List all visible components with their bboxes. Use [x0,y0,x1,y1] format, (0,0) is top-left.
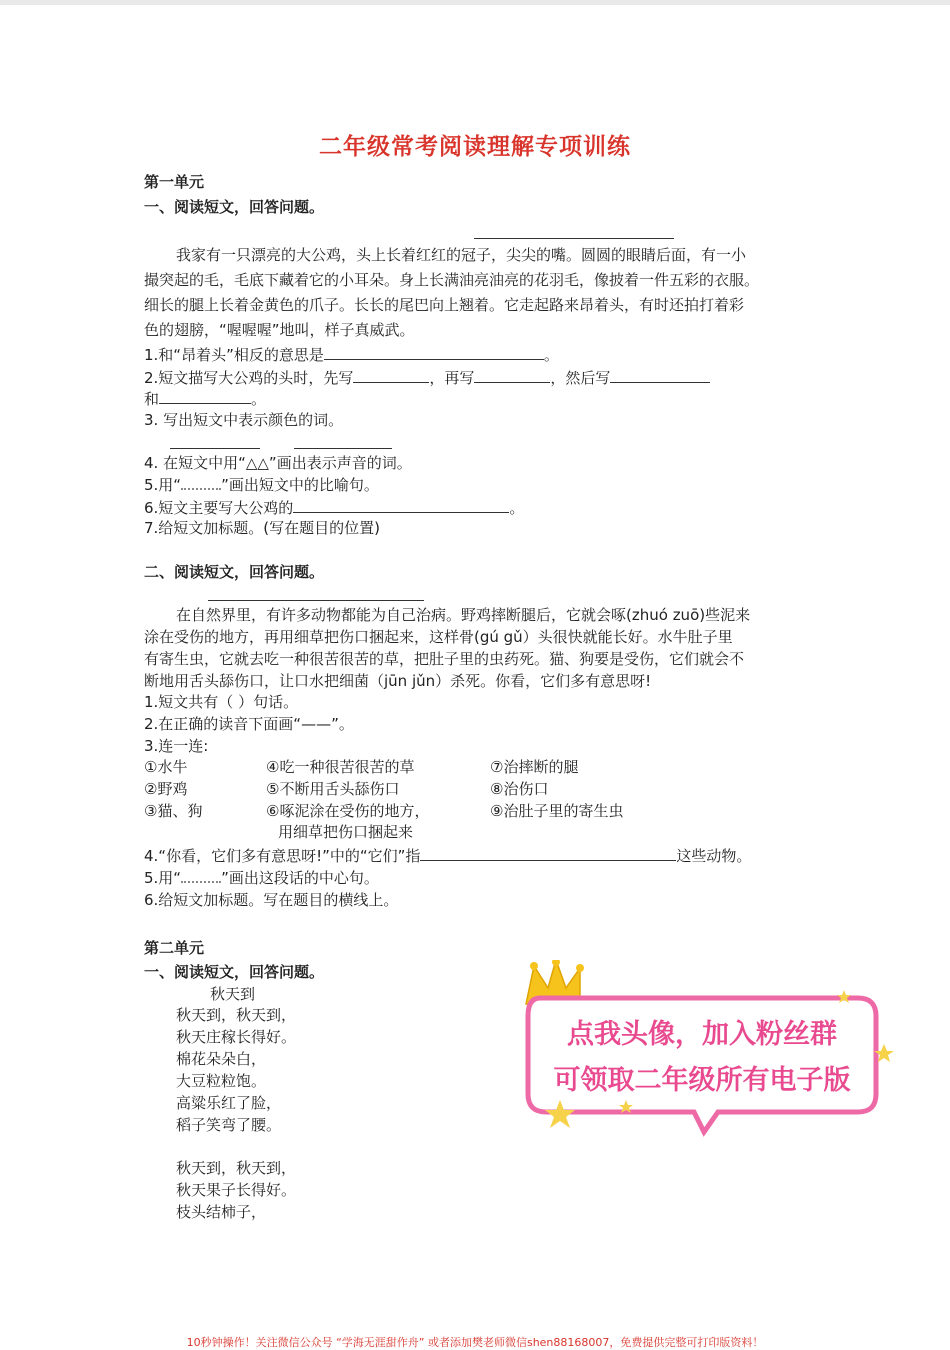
answer-blank[interactable] [324,344,544,360]
poem-line: 枝头结柿子， [176,1203,267,1221]
passage1-line: 细长的腿上长着金黄色的爪子。长长的尾巴向上翘着。它走起路来昂着头，有时还拍打着彩 [144,296,745,314]
title-blank-line[interactable] [208,600,424,601]
u1s2-question-5 [144,868,379,888]
passage2-line: 有寄生虫，它就去吃一种很苦很苦的草，把肚子里的虫药死。猫、狗要是受伤，它们就会不 [144,650,745,668]
u1s1-question-6 [144,497,524,518]
promo-badge[interactable] [518,960,898,1140]
question-text: 5.用“ [144,476,182,494]
question-text: 1.和“昂着头”相反的意思是 [144,346,324,364]
unit1-section2-heading: 二、阅读短文，回答问题。 [144,563,325,581]
answer-blank[interactable] [170,448,260,449]
passage2-line: 断地用舌头舔伤口，让口水把细菌（jūn jǔn）杀死。你看，它们多有意思呀! [144,672,652,690]
u1s1-question-4: 4. 在短文中用“△△”画出表示声音的词。 [144,454,412,472]
question-text: ”画出这段话的中心句。 [221,869,379,887]
passage1-line: 色的翅膀，“喔喔喔”地叫，样子真威武。 [144,321,415,339]
match-item[interactable]: ⑧治伤口 [490,780,549,798]
question-text: 。 [251,390,267,408]
poem-line: 高粱乐红了脸， [176,1094,282,1112]
wavy-line-mark [181,476,221,490]
match-item[interactable]: ④吃一种很苦很苦的草 [266,758,415,776]
page-title: 二年级常考阅读理解专项训练 [319,134,631,160]
u1s1-question-3: 3. 写出短文中表示颜色的词。 [144,411,344,429]
title-blank-line[interactable] [474,238,674,239]
match-item[interactable]: ③猫、狗 [144,802,203,820]
question-text: 这些动物。 [676,847,752,865]
question-text: ”画出短文中的比喻句。 [221,476,379,494]
u1s1-question-1 [144,344,559,365]
unit2-section1-heading: 一、阅读短文，回答问题。 [144,963,325,981]
poem-line: 大豆粒粒饱。 [176,1072,267,1090]
answer-blank[interactable] [474,367,550,383]
u1s2-question-6: 6.给短文加标题。写在题目的横线上。 [144,891,399,909]
match-item-cont: 用细草把伤口捆起来 [278,823,414,841]
match-item[interactable]: ①水牛 [144,758,188,776]
match-item[interactable]: ⑥啄泥涂在受伤的地方， [266,802,430,820]
poem-line: 秋天果子长得好。 [176,1181,297,1199]
top-border [0,0,950,5]
u1s2-question-4 [144,845,751,866]
unit1-heading: 第一单元 [144,173,205,191]
question-text: ，再写 [429,369,475,387]
answer-blank[interactable] [610,367,710,383]
poem-line: 秋天到，秋天到， [176,1159,297,1177]
answer-blank[interactable] [420,845,676,861]
u1s1-question-2-cont [144,388,266,409]
poem-line: 秋天庄稼长得好。 [176,1028,297,1046]
u1s1-question-5 [144,475,379,495]
poem-line: 稻子笑弯了腰。 [176,1116,282,1134]
match-item[interactable]: ②野鸡 [144,780,188,798]
passage1-line: 撮突起的毛，毛底下藏着它的小耳朵。身上长满油亮油亮的花羽毛，像披着一件五彩的衣服。 [144,271,760,289]
u1s1-question-7: 7.给短文加标题。(写在题目的位置) [144,519,381,537]
question-text: 2.短文描写大公鸡的头时，先写 [144,369,354,387]
question-text: ，然后写 [550,369,611,387]
answer-blank[interactable] [159,388,251,404]
promo-line-2: 可领取二年级所有电子版 [553,1065,851,1096]
passage2-line: 在自然界里，有许多动物都能为自己治病。野鸡摔断腿后，它就会啄(zhuó zuō)些泥来 [176,606,751,624]
passage2-line: 涂在受伤的地方，再用细草把伤口捆起来，这样骨(gú gǔ）头很快就能长好。水牛肚子里 [144,628,733,646]
u1s2-question-1: 1.短文共有（ ）句话。 [144,693,299,711]
question-text: 。 [509,499,525,517]
question-text: 。 [543,346,559,364]
poem-title: 秋天到 [210,985,256,1003]
question-text: 6.短文主要写大公鸡的 [144,499,294,517]
passage1-line: 我家有一只漂亮的大公鸡，头上长着红红的冠子，尖尖的嘴。圆圆的眼睛后面，有一小 [176,246,747,264]
answer-blank[interactable] [293,497,509,513]
question-text: 4.“你看，它们多有意思呀!”中的“它们”指 [144,847,421,865]
poem-line: 秋天到，秋天到， [176,1006,297,1024]
question-text: 和 [144,390,160,408]
match-item[interactable]: ⑨治肚子里的寄生虫 [490,802,624,820]
u1s1-question-2 [144,367,710,388]
match-item[interactable]: ⑤不断用舌头舔伤口 [266,780,400,798]
promo-line-1: 点我头像，加入粉丝群 [567,1019,837,1050]
u1s2-question-3: 3.连一连: [144,737,209,755]
question-text: 5.用“ [144,869,182,887]
wavy-line-mark [181,869,221,883]
match-item[interactable]: ⑦治摔断的腿 [490,758,579,776]
poem-line: 棉花朵朵白， [176,1050,267,1068]
answer-blank[interactable] [353,367,429,383]
unit2-heading: 第二单元 [144,939,205,957]
unit1-section1-heading: 一、阅读短文，回答问题。 [144,198,325,216]
u1s2-question-2: 2.在正确的读音下面画“——”。 [144,715,354,733]
footer-notice: 10秒钟操作！关注微信公众号 “学海无涯甜作舟” 或者添加樊老师微信shen88168007，免费提供完整可打印版资料！ [186,1336,764,1349]
answer-blank[interactable] [294,448,392,449]
